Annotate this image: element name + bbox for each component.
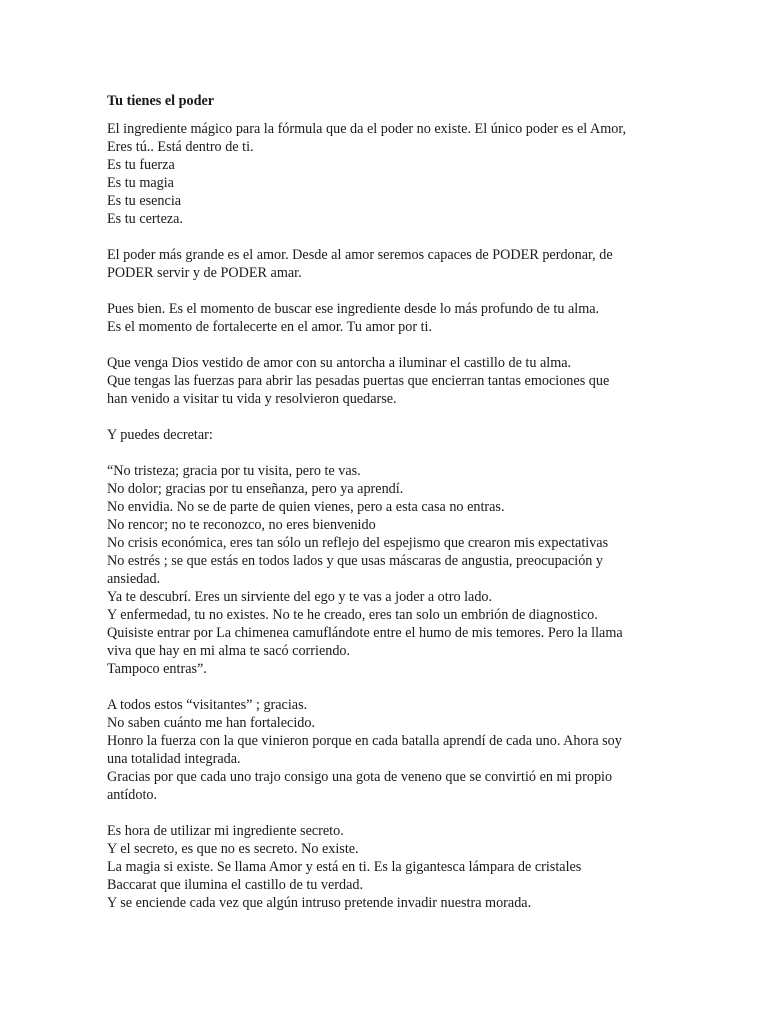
text-line: “No tristeza; gracia por tu visita, pero te vas. (107, 463, 361, 479)
paragraph (107, 120, 667, 228)
text-line: Es tu fuerza (107, 157, 175, 173)
text-line: Es tu certeza. (107, 211, 184, 227)
text-line: ansiedad. (107, 571, 161, 587)
text-line: han venido a visitar tu vida y resolvieron quedarse. (107, 391, 397, 407)
text-line: Eres tú.. Está dentro de ti. (107, 139, 254, 155)
text-line: Y puedes decretar: (107, 427, 213, 443)
text-line: No crisis económica, eres tan sólo un reflejo del espejismo que crearon mis expectativas (107, 535, 609, 551)
text-line: No envidia. No se de parte de quien vienes, pero a esta casa no entras. (107, 499, 505, 515)
document-body (107, 92, 667, 930)
paragraph-container (107, 120, 667, 912)
text-line: No dolor; gracias por tu enseñanza, pero ya aprendí. (107, 481, 404, 497)
text-line: No estrés ; se que estás en todos lados y que usas máscaras de angustia, preocupación y (107, 553, 604, 569)
text-line: Ya te descubrí. Eres un sirviente del ego y te vas a joder a otro lado. (107, 589, 493, 605)
paragraph (107, 696, 667, 804)
text-line: A todos estos “visitantes” ; gracias. (107, 697, 308, 713)
paragraph (107, 426, 667, 444)
paragraph (107, 822, 667, 912)
text-line: PODER servir y de PODER amar. (107, 265, 302, 281)
paragraph (107, 300, 667, 336)
paragraph (107, 354, 667, 408)
text-line: El poder más grande es el amor. Desde al amor seremos capaces de PODER perdonar, de (107, 247, 613, 263)
text-line: Es tu esencia (107, 193, 182, 209)
text-line: No rencor; no te reconozco, no eres bienvenido (107, 517, 376, 533)
text-line: Que tengas las fuerzas para abrir las pesadas puertas que encierran tantas emociones que (107, 373, 610, 389)
document-title: Tu tienes el poder (107, 93, 215, 109)
text-line: Gracias por que cada uno trajo consigo una gota de veneno que se convirtió en mi propio (107, 769, 613, 785)
text-line: Es hora de utilizar mi ingrediente secreto. (107, 823, 344, 839)
paragraph (107, 246, 667, 282)
text-line: Que venga Dios vestido de amor con su antorcha a iluminar el castillo de tu alma. (107, 355, 572, 371)
text-line: Honro la fuerza con la que vinieron porque en cada batalla aprendí de cada uno. Ahora soy (107, 733, 622, 749)
text-line: Tampoco entras”. (107, 661, 207, 677)
text-line: Y el secreto, es que no es secreto. No existe. (107, 841, 359, 857)
text-line: una totalidad integrada. (107, 751, 241, 767)
text-line: viva que hay en mi alma te sacó corriendo. (107, 643, 351, 659)
text-line: Pues bien. Es el momento de buscar ese ingrediente desde lo más profundo de tu alma. (107, 301, 600, 317)
paragraph (107, 462, 667, 678)
text-line: Es el momento de fortalecerte en el amor. Tu amor por ti. (107, 319, 433, 335)
text-line: El ingrediente mágico para la fórmula que da el poder no existe. El único poder es el Amor, (107, 121, 627, 137)
text-line: La magia si existe. Se llama Amor y está en ti. Es la gigantesca lámpara de cristales (107, 859, 582, 875)
text-line: Y enfermedad, tu no existes. No te he creado, eres tan solo un embrión de diagnostico. (107, 607, 598, 623)
text-line: antídoto. (107, 787, 158, 803)
text-line: Baccarat que ilumina el castillo de tu verdad. (107, 877, 364, 893)
text-line: No saben cuánto me han fortalecido. (107, 715, 316, 731)
text-line: Y se enciende cada vez que algún intruso pretende invadir nuestra morada. (107, 895, 532, 911)
text-line: Es tu magia (107, 175, 174, 191)
text-line: Quisiste entrar por La chimenea camuflándote entre el humo de mis temores. Pero la llama (107, 625, 623, 641)
